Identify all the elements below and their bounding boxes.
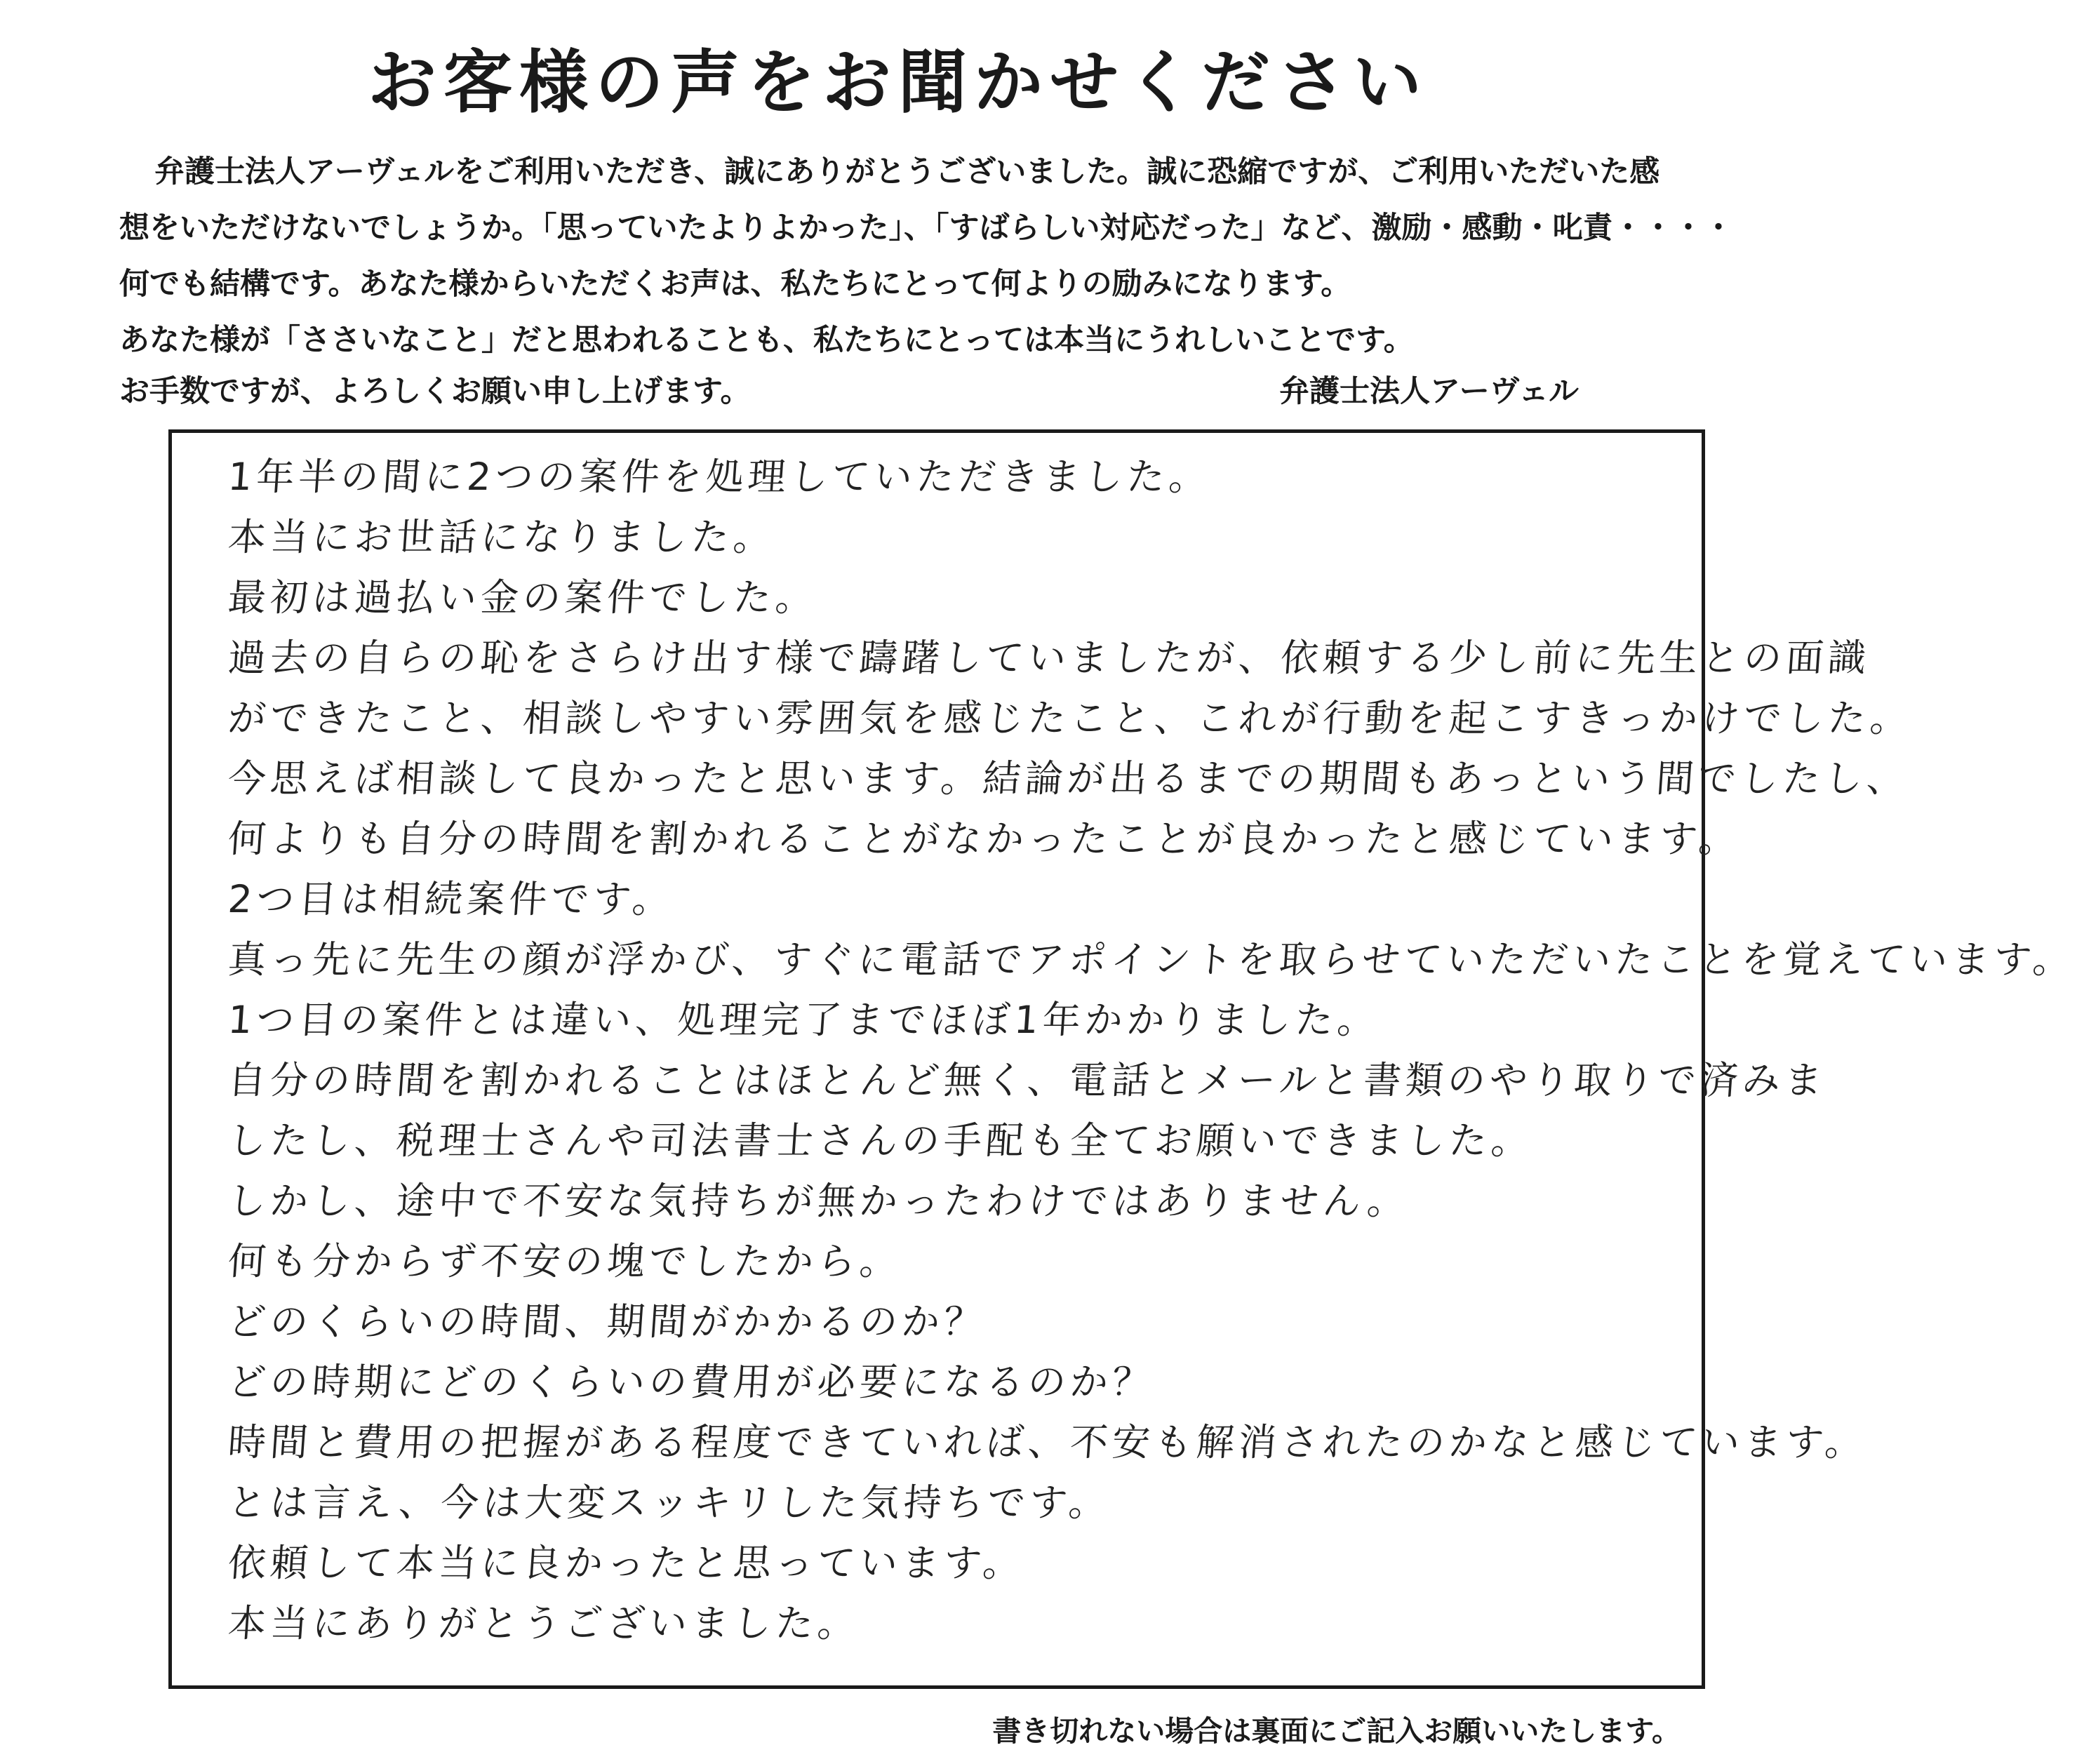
comment-line: どの時期にどのくらいの費用が必要になるのか？: [226, 1360, 1156, 1404]
comment-line: 過去の自らの恥をさらけ出す様で躊躇していましたが、依頼する少し前に先生との面識: [226, 636, 1872, 680]
comment-line: 自分の時間を割かれることはほとんど無く、電話とメールと書類のやり取りで済みま: [226, 1058, 1829, 1102]
intro-line: 弁護士法人アーヴェルをご利用いただき、誠にありがとうございました。誠に恐縮ですが、ご利用いただいた感: [154, 154, 1660, 189]
comment-line: 依頼して本当に良かったと思っています。: [226, 1541, 1027, 1585]
comment-line: 本当にお世話になりました。: [226, 515, 777, 559]
comment-line: 1年半の間に2つの案件を処理していただきました。: [226, 455, 1213, 499]
comment-line: しかし、途中で不安な気持ちが無かったわけではありません。: [226, 1179, 1411, 1223]
closing-row: [119, 363, 1579, 420]
closing-text: お手数ですが、よろしくお願い申し上げます。: [119, 374, 751, 409]
comment-line: とは言え、今は大変スッキリした気持ちです。: [226, 1481, 1113, 1525]
intro-paragraph: [119, 144, 1740, 368]
intro-line: 何でも結構です。あなた様からいただくお声は、私たちにとって何よりの励みになります。: [119, 267, 1351, 302]
intro-line: 想をいただけないでしょうか。「思っていたよりよかった」、「すばらしい対応だった」など、激励・感動・叱責・・・・: [119, 211, 1734, 246]
page-title: お客様の声をお聞かせください: [367, 42, 1429, 123]
comment-line: 真っ先に先生の顔が浮かび、すぐに電話でアポイントを取らせていただいたことを覚えています。: [226, 937, 2077, 982]
comment-line: ができたこと、相談しやすい雰囲気を感じたこと、これが行動を起こすきっかけでした。: [226, 696, 1914, 740]
intro-line: あなた様が「ささいなこと」だと思われることも、私たちにとっては本当にうれしいことです。: [119, 323, 1414, 358]
comment-line: 2つ目は相続案件です。: [226, 877, 676, 921]
comment-box: [168, 429, 2077, 1689]
handwritten-comment: [226, 447, 2077, 1654]
comment-line: したし、税理士さんや司法書士さんの手配も全てお願いできました。: [226, 1118, 1535, 1163]
comment-line: 本当にありがとうございました。: [226, 1601, 862, 1645]
comment-line: 何よりも自分の時間を割かれることがなかったことが良かったと感じています。: [226, 817, 1742, 861]
signer-name: 弁護士法人アーヴェル: [1279, 374, 1579, 409]
comment-line: 今思えば相談して良かったと思います。結論が出るまでの期間もあっという間でしたし、: [226, 756, 1911, 801]
comment-line: 最初は過払い金の案件でした。: [226, 575, 820, 620]
comment-line: どのくらいの時間、期間がかかるのか？: [226, 1299, 988, 1344]
comment-line: 1つ目の案件とは違い、処理完了までほぼ1年かかりました。: [226, 998, 1381, 1042]
comment-line: 時間と費用の把握がある程度できていれば、不安も解消されたのかなと感じています。: [226, 1420, 1869, 1464]
footer-note: 書き切れない場合は裏面にご記入お願いいたします。: [992, 1714, 1681, 1748]
comment-line: 何も分からず不安の塊でしたから。: [226, 1239, 904, 1283]
